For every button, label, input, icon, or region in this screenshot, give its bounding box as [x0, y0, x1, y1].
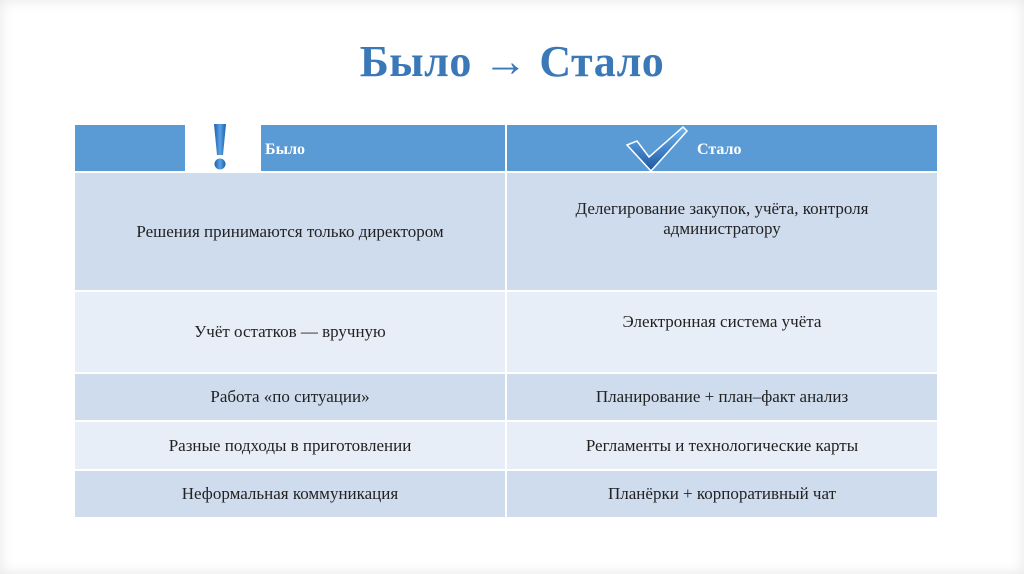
- cell-before: Разные подходы в приготовлении: [74, 421, 506, 470]
- cell-after: Планёрки + корпоративный чат: [506, 470, 938, 518]
- cell-before: Работа «по ситуации»: [74, 373, 506, 421]
- exclamation-icon: [205, 121, 235, 173]
- table-row: [74, 421, 938, 470]
- cell-after: Планирование + план–факт анализ: [506, 373, 938, 421]
- slide-title: Было → Стало: [359, 37, 665, 86]
- header-cell-after: [506, 124, 938, 172]
- header-label-before: Было: [265, 141, 306, 158]
- cell-before: Решения принимаются только директором: [74, 172, 506, 291]
- table-header-row: [74, 124, 938, 172]
- header-label-after: Стало: [697, 141, 742, 158]
- header-cell-before: [74, 124, 506, 172]
- table-row: [74, 470, 938, 518]
- table-row: [74, 291, 938, 373]
- checkmark-icon: [623, 125, 689, 173]
- cell-after: Регламенты и технологические карты: [506, 421, 938, 470]
- table-row: [74, 373, 938, 421]
- cell-before: Неформальная коммуникация: [74, 470, 506, 518]
- cell-after: Электронная система учёта: [506, 291, 938, 373]
- comparison-table: [73, 123, 939, 519]
- cell-after: Делегирование закупок, учёта, контроля администратору: [506, 172, 938, 291]
- table-row: [74, 172, 938, 291]
- cell-before: Учёт остатков — вручную: [74, 291, 506, 373]
